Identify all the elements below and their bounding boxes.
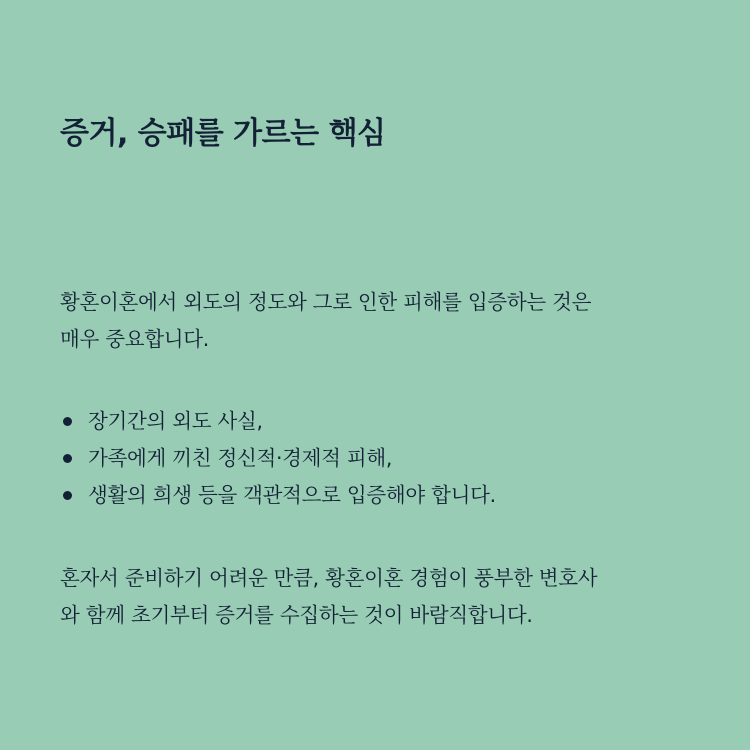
list-item-text: 가족에게 끼친 정신적·경제적 피해,: [88, 446, 393, 470]
closing-paragraph-line: 와 함께 초기부터 증거를 수집하는 것이 바람직합니다.: [60, 603, 533, 627]
closing-paragraph: [60, 560, 700, 634]
list-item: [60, 477, 496, 514]
intro-paragraph-line: 황혼이혼에서 외도의 정도와 그로 인한 피해를 입증하는 것은: [60, 290, 592, 314]
intro-paragraph-line: 매우 중요합니다.: [60, 327, 209, 351]
bullet-dot-icon: [63, 417, 72, 426]
page-title: 증거, 승패를 가르는 핵심: [60, 116, 386, 151]
list-item: [60, 403, 496, 440]
list-item-text: 장기간의 외도 사실,: [88, 409, 263, 433]
bullet-dot-icon: [63, 454, 72, 463]
closing-paragraph-line: 혼자서 준비하기 어려운 만큼, 황혼이혼 경험이 풍부한 변호사: [60, 566, 598, 590]
evidence-bullet-list: [60, 403, 496, 514]
bullet-dot-icon: [63, 491, 72, 500]
list-item: [60, 440, 496, 477]
list-item-text: 생활의 희생 등을 객관적으로 입증해야 합니다.: [88, 483, 496, 507]
intro-paragraph: [60, 284, 700, 358]
